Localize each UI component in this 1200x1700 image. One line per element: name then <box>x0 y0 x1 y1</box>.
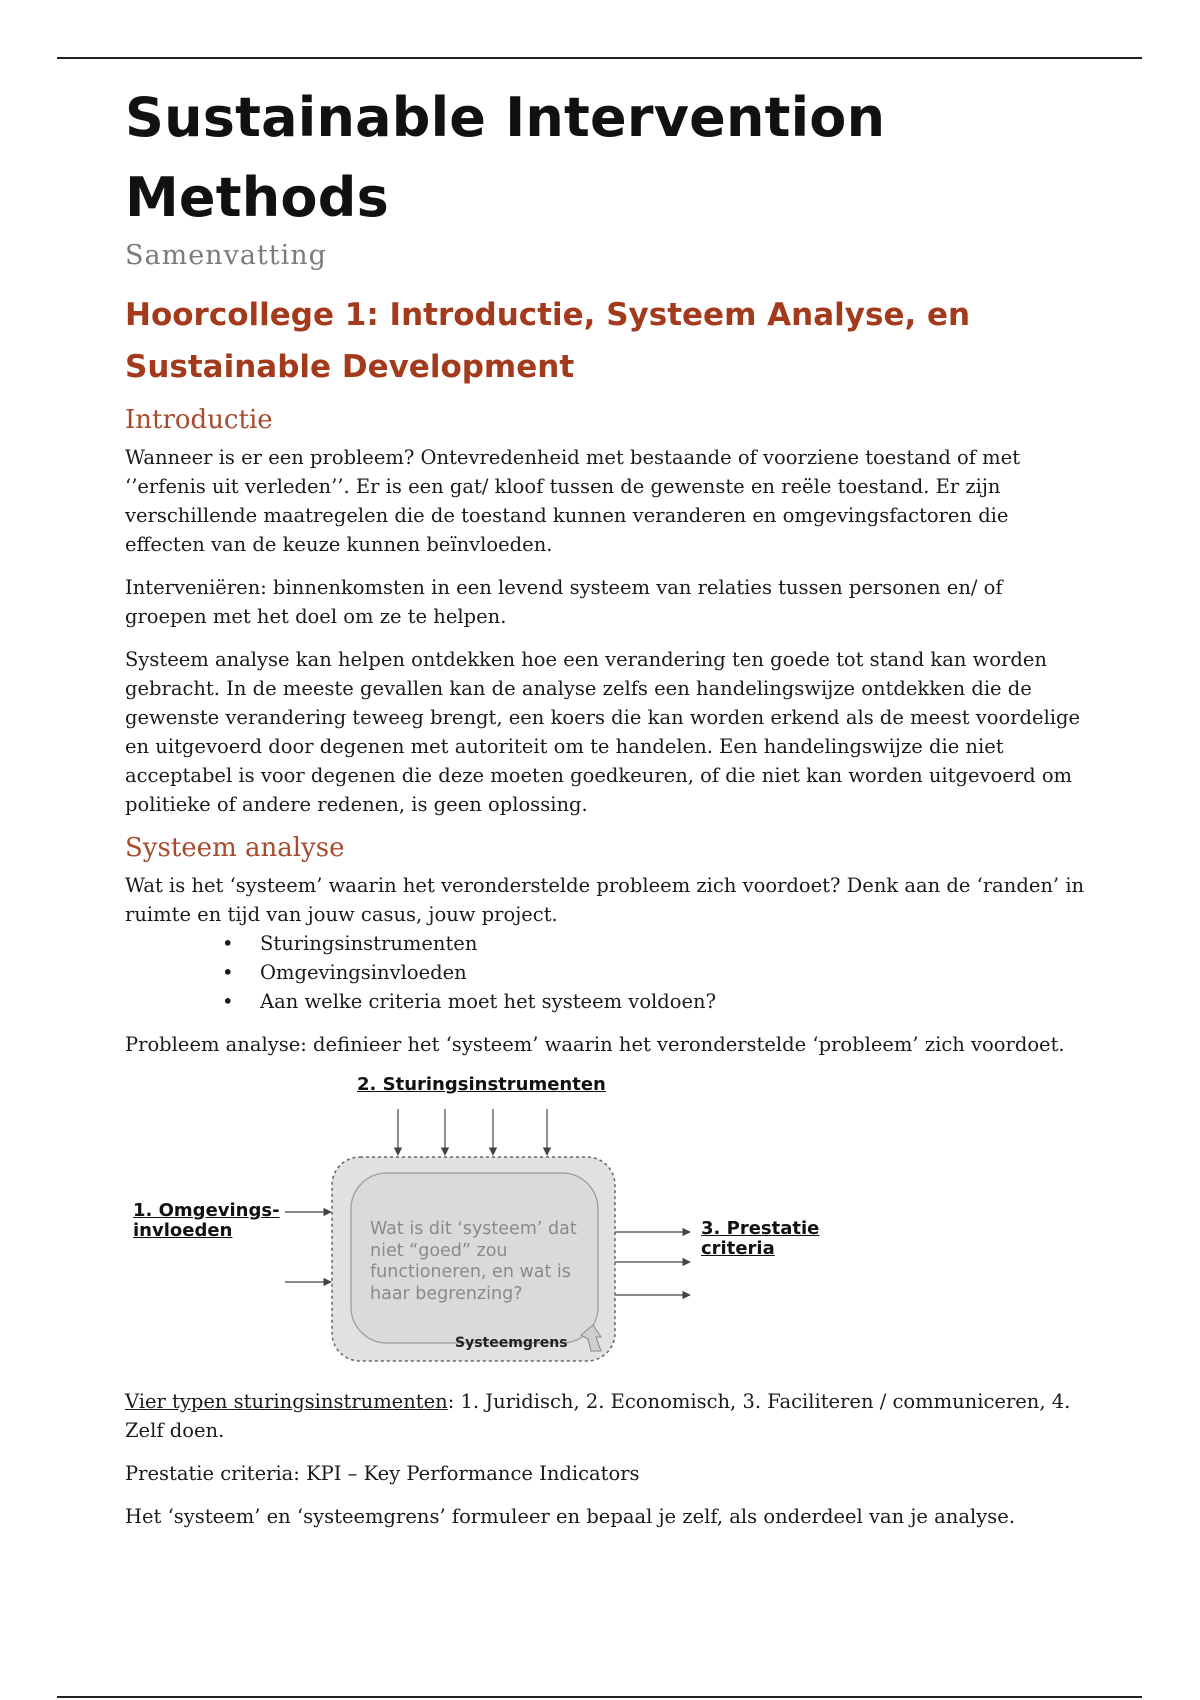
systeem-paragraph-2: Probleem analyse: definieer het ‘systeem’ waarin het veronderstelde ‘probleem’ zich voordoet. <box>125 1033 1065 1056</box>
top-arrows <box>398 1109 547 1155</box>
lecture-heading-line-2: Sustainable Development <box>125 349 575 385</box>
intro-paragraph-2: Interveniëren: binnenkomsten in een levend systeem van relaties tussen personen en/ of groepen met het doel om ze te helpen. <box>125 576 1003 628</box>
systeem-paragraph-5: Het ‘systeem’ en ‘systeemgrens’ formuleer en bepaal je zelf, als onderdeel van je analyse. <box>125 1505 1015 1528</box>
systeem-heading: Systeem analyse <box>125 833 345 863</box>
diagram-right-label-line-1: 3. Prestatie <box>701 1218 820 1239</box>
diagram-question: Wat is dit ‘systeem’ dat niet “goed” zou functioneren, en wat is haar begrenzing? <box>370 1219 577 1304</box>
sturing-types-text: : 1. Juridisch, 2. Economisch, 3. Faciliteren / communiceren, 4. Zelf doen. <box>125 1390 1071 1442</box>
diagram-left-label <box>133 1201 280 1241</box>
diagram-boundary-label: Systeemgrens <box>455 1335 568 1351</box>
intro-paragraph-3: Systeem analyse kan helpen ontdekken hoe een verandering ten goede tot stand kan worden gebracht. In de meeste gevallen kan de analyse zelfs een handelingswijze ontdekken die de gewenste verandering teweeg brengt, een koers die kan worden erkend als de meest voordelige en uitgevoerd door degenen met autoriteit om te handelen. Een handelingswijze die niet acceptabel is voor degenen die deze moeten goedkeuren, of die niet kan worden uitgevoerd om politieke of andere redenen, is geen oplossing. <box>125 648 1081 816</box>
document-title <box>125 78 1085 238</box>
lecture-heading-line-1: Hoorcollege 1: Introductie, Systeem Analyse, en <box>125 297 971 333</box>
bottom-rule <box>57 1696 1142 1698</box>
right-arrows <box>615 1232 690 1295</box>
document-body <box>125 78 1085 1545</box>
system-diagram <box>125 1073 1085 1373</box>
title-line-1: Sustainable Intervention <box>125 86 886 149</box>
title-line-2: Methods <box>125 166 389 229</box>
systeem-bullet-list <box>125 929 1085 1016</box>
diagram-left-label-line-2: invloeden <box>133 1220 233 1241</box>
diagram-top-label: 2. Sturingsinstrumenten <box>357 1074 606 1095</box>
intro-paragraph-1: Wanneer is er een probleem? Ontevredenheid met bestaande of voorziene toestand of met ‘’erfenis uit verleden’’. Er is een gat/ kloof tussen de gewenste en reële toestand. Er zijn verschillende maatregelen die de toestand kunnen veranderen en omgevingsfactoren die effecten van de keuze kunnen beïnvloeden. <box>125 446 1021 556</box>
lecture-heading <box>125 289 1085 393</box>
top-rule <box>57 57 1142 59</box>
diagram-left-label-line-1: 1. Omgevings- <box>133 1200 280 1221</box>
list-item: • Omgevingsinvloeden <box>125 958 1085 987</box>
systeem-paragraph-4: Prestatie criteria: KPI – Key Performance Indicators <box>125 1462 640 1485</box>
diagram-right-label <box>701 1219 819 1259</box>
systeem-paragraph-1: Wat is het ‘systeem’ waarin het veronderstelde probleem zich voordoet? Denk aan de ‘randen’ in ruimte en tijd van jouw casus, jouw project. <box>125 874 1085 926</box>
list-item: • Sturingsinstrumenten <box>125 929 1085 958</box>
sturing-types-label: Vier typen sturingsinstrumenten <box>125 1390 448 1413</box>
systeem-paragraph-3 <box>125 1387 1085 1445</box>
left-arrows <box>285 1212 331 1282</box>
document-subtitle: Samenvatting <box>125 240 327 271</box>
intro-heading: Introductie <box>125 405 273 435</box>
diagram-right-label-line-2: criteria <box>701 1238 775 1259</box>
list-item: • Aan welke criteria moet het systeem voldoen? <box>125 987 1085 1016</box>
